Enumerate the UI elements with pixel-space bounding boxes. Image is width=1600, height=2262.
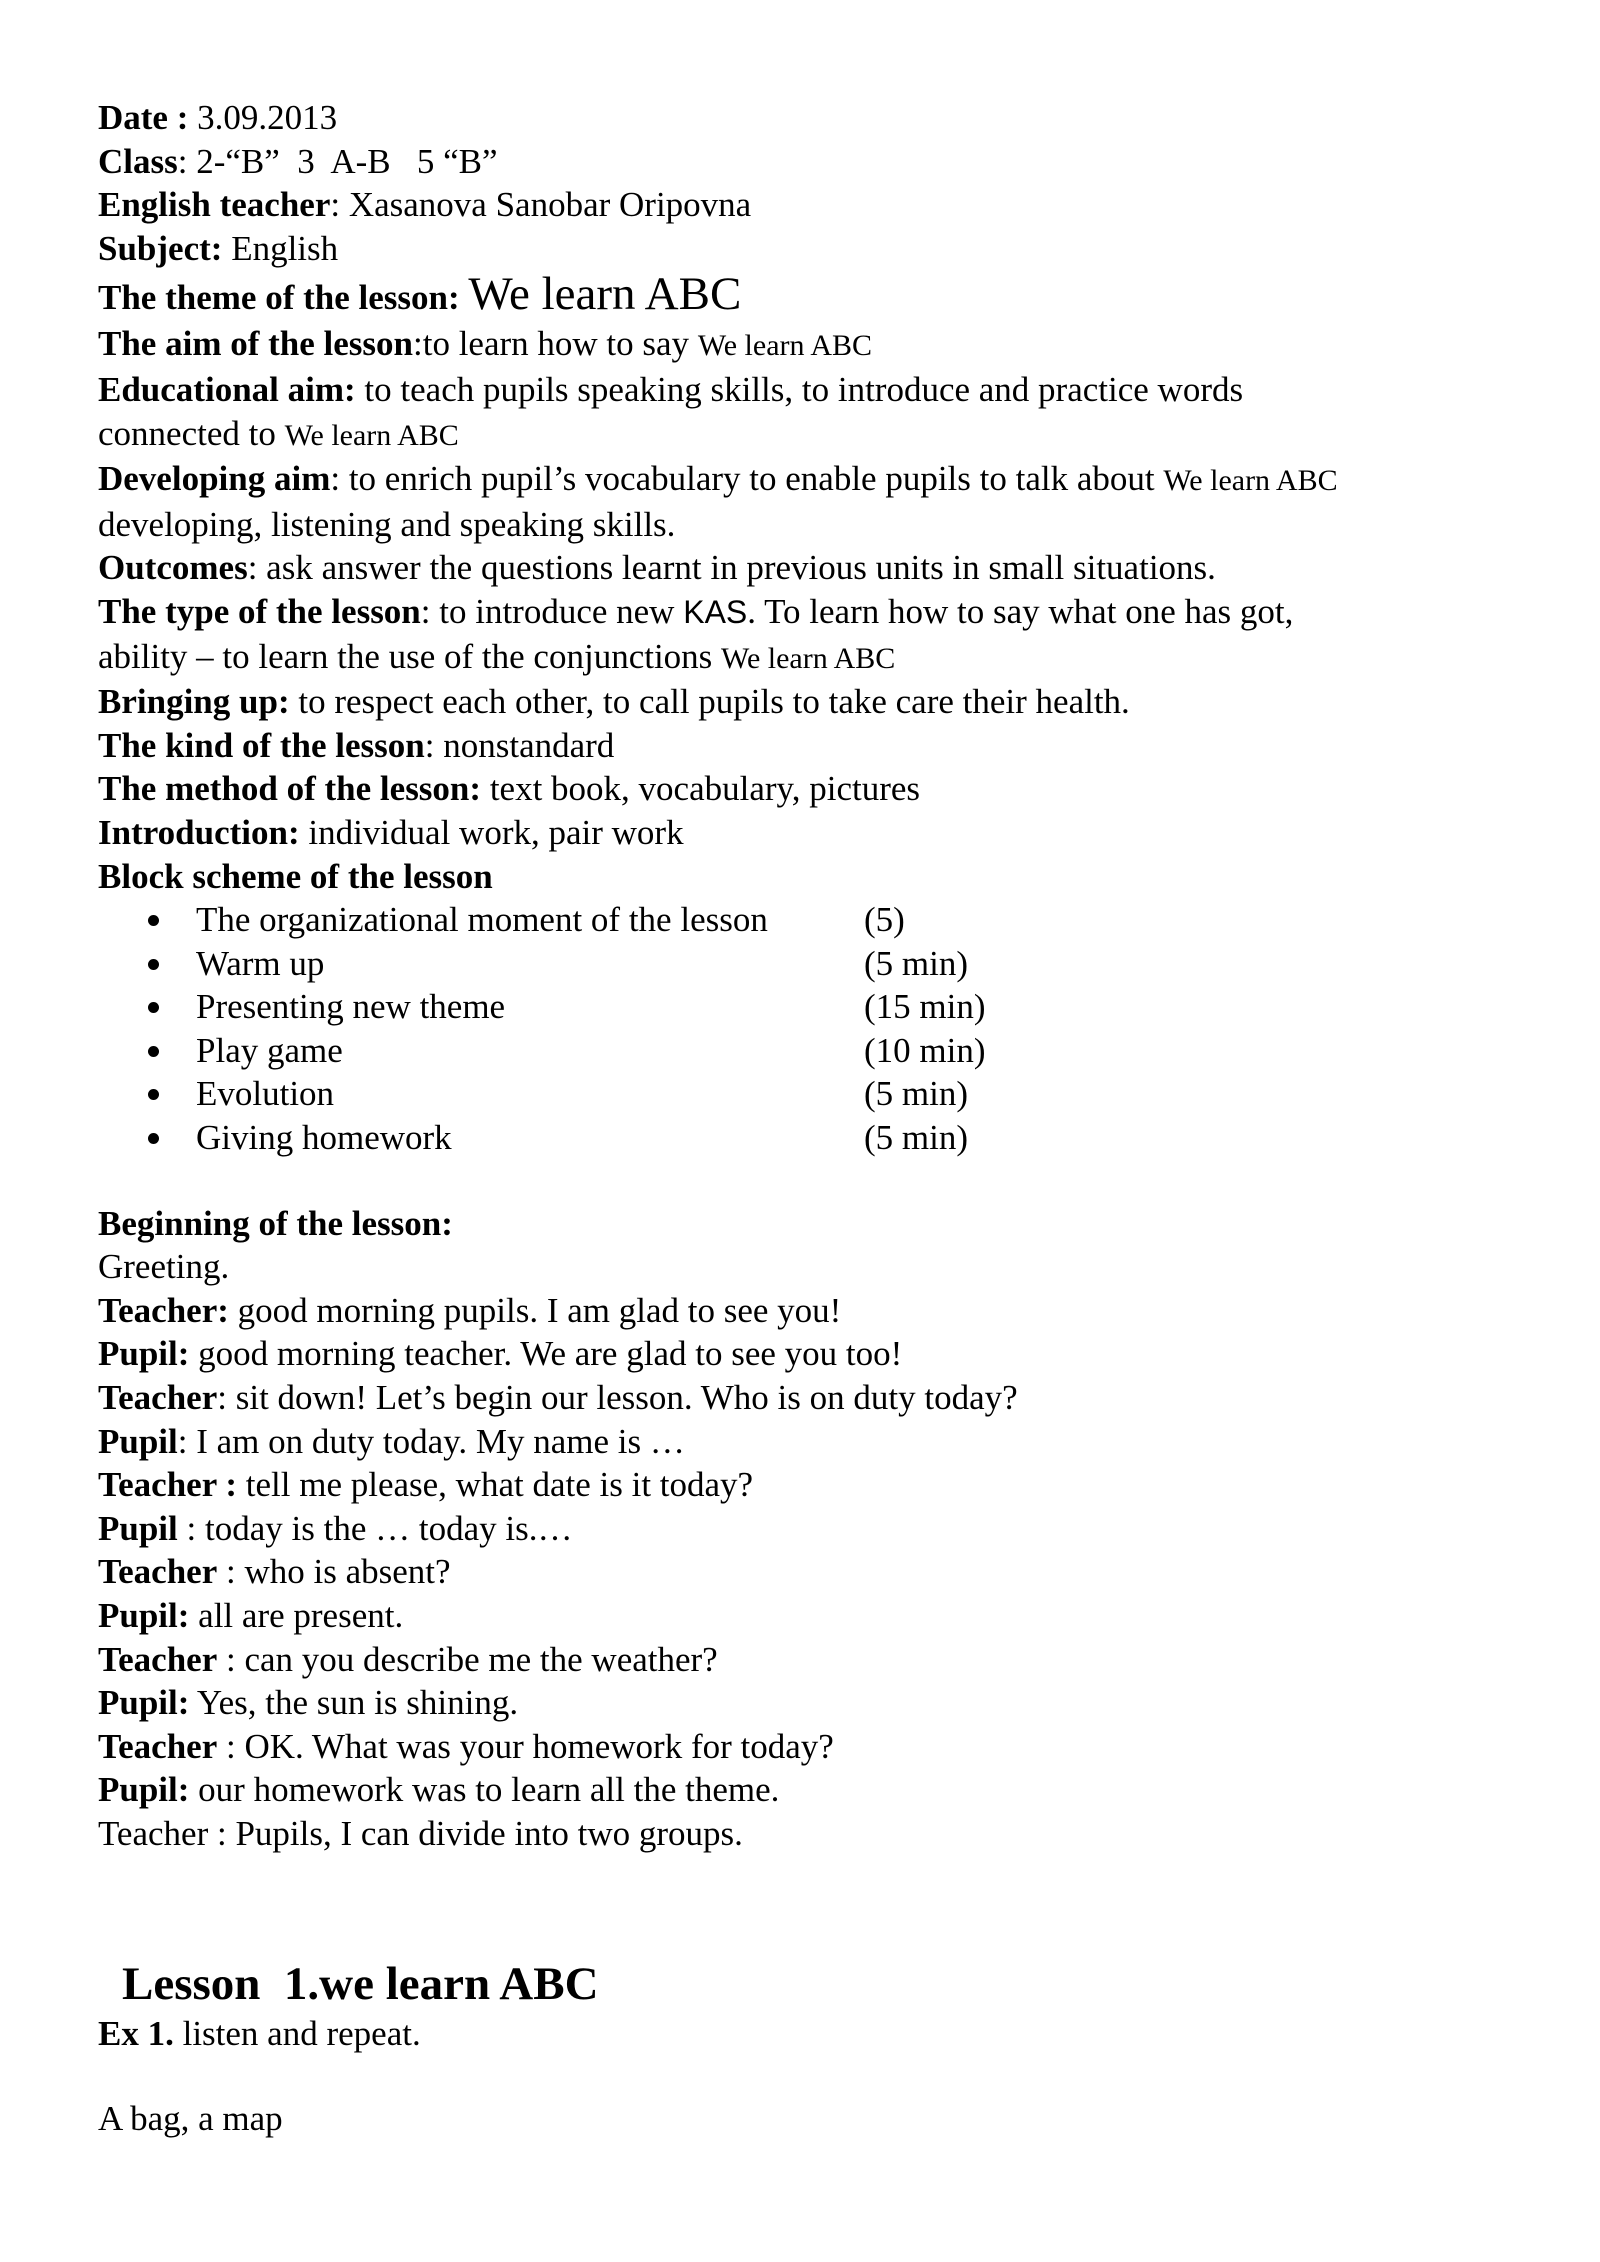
kind-value: : nonstandard	[424, 725, 615, 765]
aim-label: The aim of the lesson	[98, 324, 413, 364]
bullet-icon	[148, 1089, 159, 1100]
dialogue-line	[98, 1681, 1518, 1725]
scheme-item-label: Presenting new theme	[196, 987, 506, 1027]
method-label: The method of the lesson:	[98, 769, 482, 809]
educational-aim-tail: We learn ABC	[284, 418, 459, 452]
bullet-icon	[148, 1002, 159, 1013]
date-line	[98, 96, 1518, 140]
type-tail: We learn ABC	[721, 641, 896, 675]
dialogue-line	[98, 1768, 1518, 1812]
type-line-2	[98, 635, 1518, 681]
introduction-label: Introduction:	[98, 812, 300, 852]
developing-aim-line-2	[98, 503, 1518, 547]
block-scheme-list	[98, 898, 1518, 1160]
introduction-line	[98, 811, 1518, 855]
beginning-title-text: Beginning of the lesson:	[98, 1203, 453, 1243]
speech-text: all are present.	[189, 1596, 404, 1635]
educational-aim-cont: connected to	[98, 413, 285, 453]
aim-tail: We learn ABC	[697, 329, 873, 363]
speaker-label: Teacher:	[98, 1290, 229, 1330]
teacher-value: : Xasanova Sanobar Oripovna	[330, 185, 752, 225]
speech-text: : who is absent?	[217, 1552, 451, 1592]
speaker-label: Pupil:	[98, 1334, 190, 1374]
scheme-item-label: Evolution	[196, 1074, 335, 1114]
subject-line	[98, 227, 1518, 271]
developing-aim-line	[98, 457, 1518, 503]
dialogue-line	[98, 1376, 1518, 1420]
speech-text: Yes, the sun is shining.	[189, 1683, 519, 1723]
type-kas: KAS	[683, 593, 748, 630]
kind-label: The kind of the lesson	[98, 725, 425, 765]
dialogue-line	[98, 1725, 1518, 1769]
class-value: : 2-“B” 3 A-B 5 “B”	[177, 141, 498, 181]
speech-text: : I am on duty today. My name is …	[177, 1421, 685, 1461]
exercise-text: listen and repeat.	[173, 2013, 421, 2053]
dialogue	[98, 1289, 1518, 1812]
dialogue-line	[98, 1463, 1518, 1507]
theme-label: The theme of the lesson:	[98, 278, 469, 318]
list-item	[98, 985, 1518, 1029]
bringing-up-line	[98, 680, 1518, 724]
bringing-up-value: to respect each other, to call pupils to take care their health.	[289, 682, 1130, 722]
list-item	[98, 1116, 1518, 1160]
exercise-label: Ex 1.	[98, 2013, 174, 2053]
list-item	[98, 1072, 1518, 1116]
subject-label: Subject:	[98, 228, 223, 268]
lesson-plan-page	[98, 96, 1518, 2141]
dialogue-line	[98, 1289, 1518, 1333]
scheme-item-time: (5 min)	[864, 1118, 969, 1158]
type-line	[98, 590, 1518, 635]
spacer	[98, 1160, 1518, 1202]
educational-aim-label: Educational aim:	[98, 369, 356, 409]
educational-aim-value: to teach pupils speaking skills, to introduce and practice words	[355, 369, 1244, 409]
speech-text: : OK. What was your homework for today?	[217, 1726, 834, 1766]
theme-value: We learn ABC	[468, 268, 742, 321]
words-line: A bag, a map	[98, 2099, 283, 2139]
scheme-item-time: (10 min)	[864, 1030, 986, 1070]
speech-text: good morning pupils. I am glad to see you!	[228, 1290, 842, 1330]
bullet-icon	[148, 915, 159, 926]
type-value: : to introduce new	[420, 591, 684, 631]
bringing-up-label: Bringing up:	[98, 682, 290, 722]
bullet-icon	[148, 1133, 159, 1144]
dialogue-line	[98, 1594, 1518, 1638]
scheme-item-time: (15 min)	[864, 987, 986, 1027]
type-label: The type of the lesson	[98, 591, 421, 631]
speaker-label: Teacher	[98, 1552, 218, 1592]
block-scheme-title-text: Block scheme of the lesson	[98, 856, 493, 896]
outcomes-label: Outcomes	[98, 548, 248, 588]
speaker-label: Pupil	[98, 1508, 178, 1548]
speaker-label: Pupil:	[98, 1683, 190, 1723]
speaker-label: Pupil:	[98, 1770, 190, 1810]
type-cont: ability – to learn the use of the conjunctions	[98, 636, 722, 676]
exercise-line	[98, 2012, 1518, 2056]
aim-line	[98, 322, 1518, 368]
developing-aim-cont: developing, listening and speaking skills.	[98, 504, 676, 544]
scheme-item-label: Play game	[196, 1030, 343, 1070]
bullet-icon	[148, 959, 159, 970]
speech-text: tell me please, what date is it today?	[237, 1465, 754, 1505]
dialogue-line	[98, 1550, 1518, 1594]
bullet-icon	[148, 1046, 159, 1057]
introduction-value: individual work, pair work	[299, 812, 684, 852]
educational-aim-line	[98, 368, 1518, 412]
beginning-title	[98, 1202, 1518, 1246]
scheme-item-label: Warm up	[196, 943, 325, 983]
dialogue-line	[98, 1507, 1518, 1551]
method-value: text book, vocabulary, pictures	[481, 769, 921, 809]
outcomes-line	[98, 546, 1518, 590]
closing-line: Teacher : Pupils, I can divide into two groups.	[98, 1813, 743, 1853]
class-line	[98, 140, 1518, 184]
teacher-label: English teacher	[98, 185, 331, 225]
spacer	[98, 2055, 1518, 2097]
scheme-item-time: (5 min)	[864, 943, 969, 983]
date-label: Date :	[98, 98, 189, 137]
aim-value: :to learn how to say	[413, 324, 698, 364]
theme-line	[98, 270, 1518, 322]
developing-aim-tail: We learn ABC	[1163, 464, 1338, 498]
list-item	[98, 1029, 1518, 1073]
speech-text: good morning teacher. We are glad to see you too!	[189, 1334, 903, 1374]
scheme-item-label: The organizational moment of the lesson	[196, 900, 768, 940]
kind-line	[98, 724, 1518, 768]
list-item	[98, 942, 1518, 986]
outcomes-value: : ask answer the questions learnt in previous units in small situations.	[247, 548, 1216, 588]
method-line	[98, 767, 1518, 811]
class-label: Class	[98, 141, 178, 181]
date-value: 3.09.2013	[188, 98, 338, 137]
dialogue-line	[98, 1638, 1518, 1682]
teacher-line	[98, 183, 1518, 227]
speech-text: : today is the … today is.…	[177, 1508, 573, 1548]
type-value-2: . To learn how to say what one has got,	[747, 591, 1294, 631]
speaker-label: Teacher	[98, 1726, 218, 1766]
block-scheme-title	[98, 855, 1518, 899]
lesson-title: Lesson 1.we learn ABC	[122, 1957, 599, 2010]
scheme-item-time: (5 min)	[864, 1074, 969, 1114]
greeting-line: Greeting.	[98, 1247, 230, 1287]
list-item	[98, 898, 1518, 942]
scheme-item-label: Giving homework	[196, 1118, 452, 1158]
dialogue-line	[98, 1420, 1518, 1464]
scheme-item-time: (5)	[864, 900, 905, 940]
subject-value: English	[222, 228, 339, 268]
speech-text: our homework was to learn all the theme.	[189, 1770, 780, 1810]
speaker-label: Teacher :	[98, 1465, 238, 1505]
speech-text: : sit down! Let’s begin our lesson. Who is on duty today?	[217, 1378, 1018, 1418]
speech-text: : can you describe me the weather?	[217, 1639, 718, 1679]
speaker-label: Pupil:	[98, 1596, 190, 1635]
developing-aim-value: : to enrich pupil’s vocabulary to enable pupils to talk about	[330, 459, 1164, 499]
speaker-label: Teacher	[98, 1378, 218, 1418]
speaker-label: Teacher	[98, 1639, 218, 1679]
developing-aim-label: Developing aim	[98, 459, 331, 499]
educational-aim-line-2	[98, 412, 1518, 458]
speaker-label: Pupil	[98, 1421, 178, 1461]
spacer	[98, 1856, 1518, 1956]
dialogue-line	[98, 1332, 1518, 1376]
